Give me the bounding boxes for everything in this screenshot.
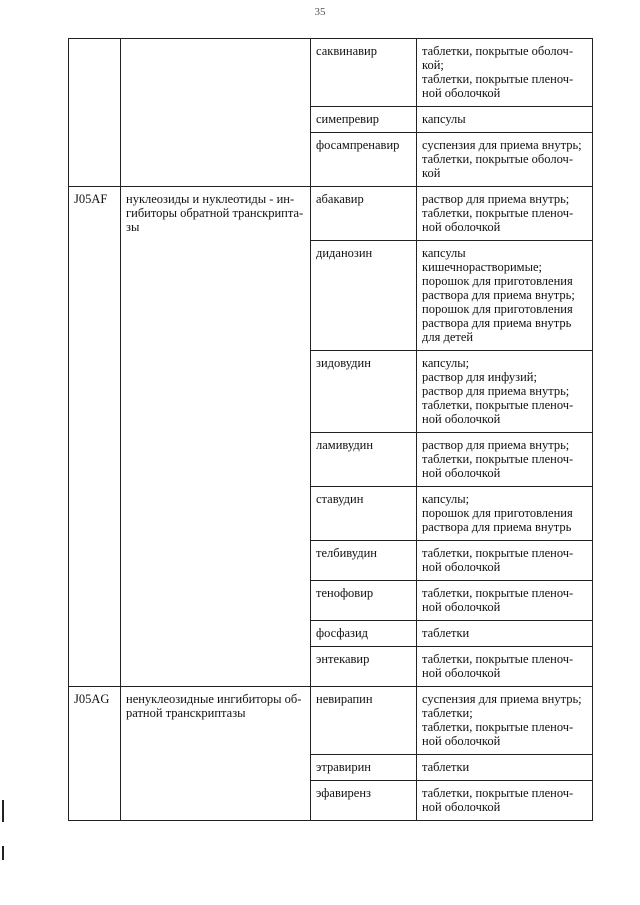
atc-code-cell: J05AG: [69, 687, 121, 821]
drug-table: [68, 38, 593, 821]
dosage-forms-cell: таблетки, покрытые пленоч- ной оболочкой: [417, 541, 593, 581]
group-name-cell: ненуклеозидные ингибиторы об- ратной транскриптазы: [121, 687, 311, 821]
drug-name-cell: телбивудин: [311, 541, 417, 581]
group-name-cell: [121, 39, 311, 187]
dosage-forms-cell: суспензия для приема внутрь; таблетки, покрытые оболоч- кой: [417, 133, 593, 187]
dosage-forms-cell: таблетки, покрытые пленоч- ной оболочкой: [417, 647, 593, 687]
atc-code-cell: [69, 39, 121, 187]
drug-name-cell: диданозин: [311, 241, 417, 351]
dosage-forms-cell: таблетки: [417, 621, 593, 647]
dosage-forms-cell: раствор для приема внутрь; таблетки, покрытые пленоч- ной оболочкой: [417, 433, 593, 487]
dosage-forms-cell: капсулы; раствор для инфузий; раствор для приема внутрь; таблетки, покрытые пленоч- ной оболочкой: [417, 351, 593, 433]
drug-name-cell: зидовудин: [311, 351, 417, 433]
drug-name-cell: ставудин: [311, 487, 417, 541]
drug-name-cell: фосфазид: [311, 621, 417, 647]
dosage-forms-cell: таблетки, покрытые пленоч- ной оболочкой: [417, 581, 593, 621]
dosage-forms-cell: капсулы кишечнорастворимые; порошок для приготовления раствора для приема внутрь; порошок для приготовления раствора для приема внутрь для детей: [417, 241, 593, 351]
drug-name-cell: ламивудин: [311, 433, 417, 487]
scan-margin-mark: [2, 846, 4, 860]
drug-name-cell: энтекавир: [311, 647, 417, 687]
table-row: [69, 187, 593, 241]
dosage-forms-cell: таблетки, покрытые оболоч- кой; таблетки, покрытые пленоч- ной оболочкой: [417, 39, 593, 107]
dosage-forms-cell: капсулы; порошок для приготовления раствора для приема внутрь: [417, 487, 593, 541]
drug-name-cell: фосампренавир: [311, 133, 417, 187]
drug-name-cell: абакавир: [311, 187, 417, 241]
drug-name-cell: эфавиренз: [311, 781, 417, 821]
drug-name-cell: тенофовир: [311, 581, 417, 621]
dosage-forms-cell: раствор для приема внутрь; таблетки, покрытые пленоч- ной оболочкой: [417, 187, 593, 241]
atc-code-cell: J05AF: [69, 187, 121, 687]
drug-name-cell: саквинавир: [311, 39, 417, 107]
dosage-forms-cell: таблетки: [417, 755, 593, 781]
drug-name-cell: симепревир: [311, 107, 417, 133]
group-name-cell: нуклеозиды и нуклеотиды - ин- гибиторы обратной транскрипта- зы: [121, 187, 311, 687]
table-row: [69, 687, 593, 755]
dosage-forms-cell: капсулы: [417, 107, 593, 133]
page-number: 35: [314, 6, 326, 18]
drug-name-cell: этравирин: [311, 755, 417, 781]
dosage-forms-cell: суспензия для приема внутрь; таблетки; таблетки, покрытые пленоч- ной оболочкой: [417, 687, 593, 755]
drug-name-cell: невирапин: [311, 687, 417, 755]
dosage-forms-cell: таблетки, покрытые пленоч- ной оболочкой: [417, 781, 593, 821]
table-row: [69, 39, 593, 107]
scan-margin-mark: [2, 800, 4, 822]
